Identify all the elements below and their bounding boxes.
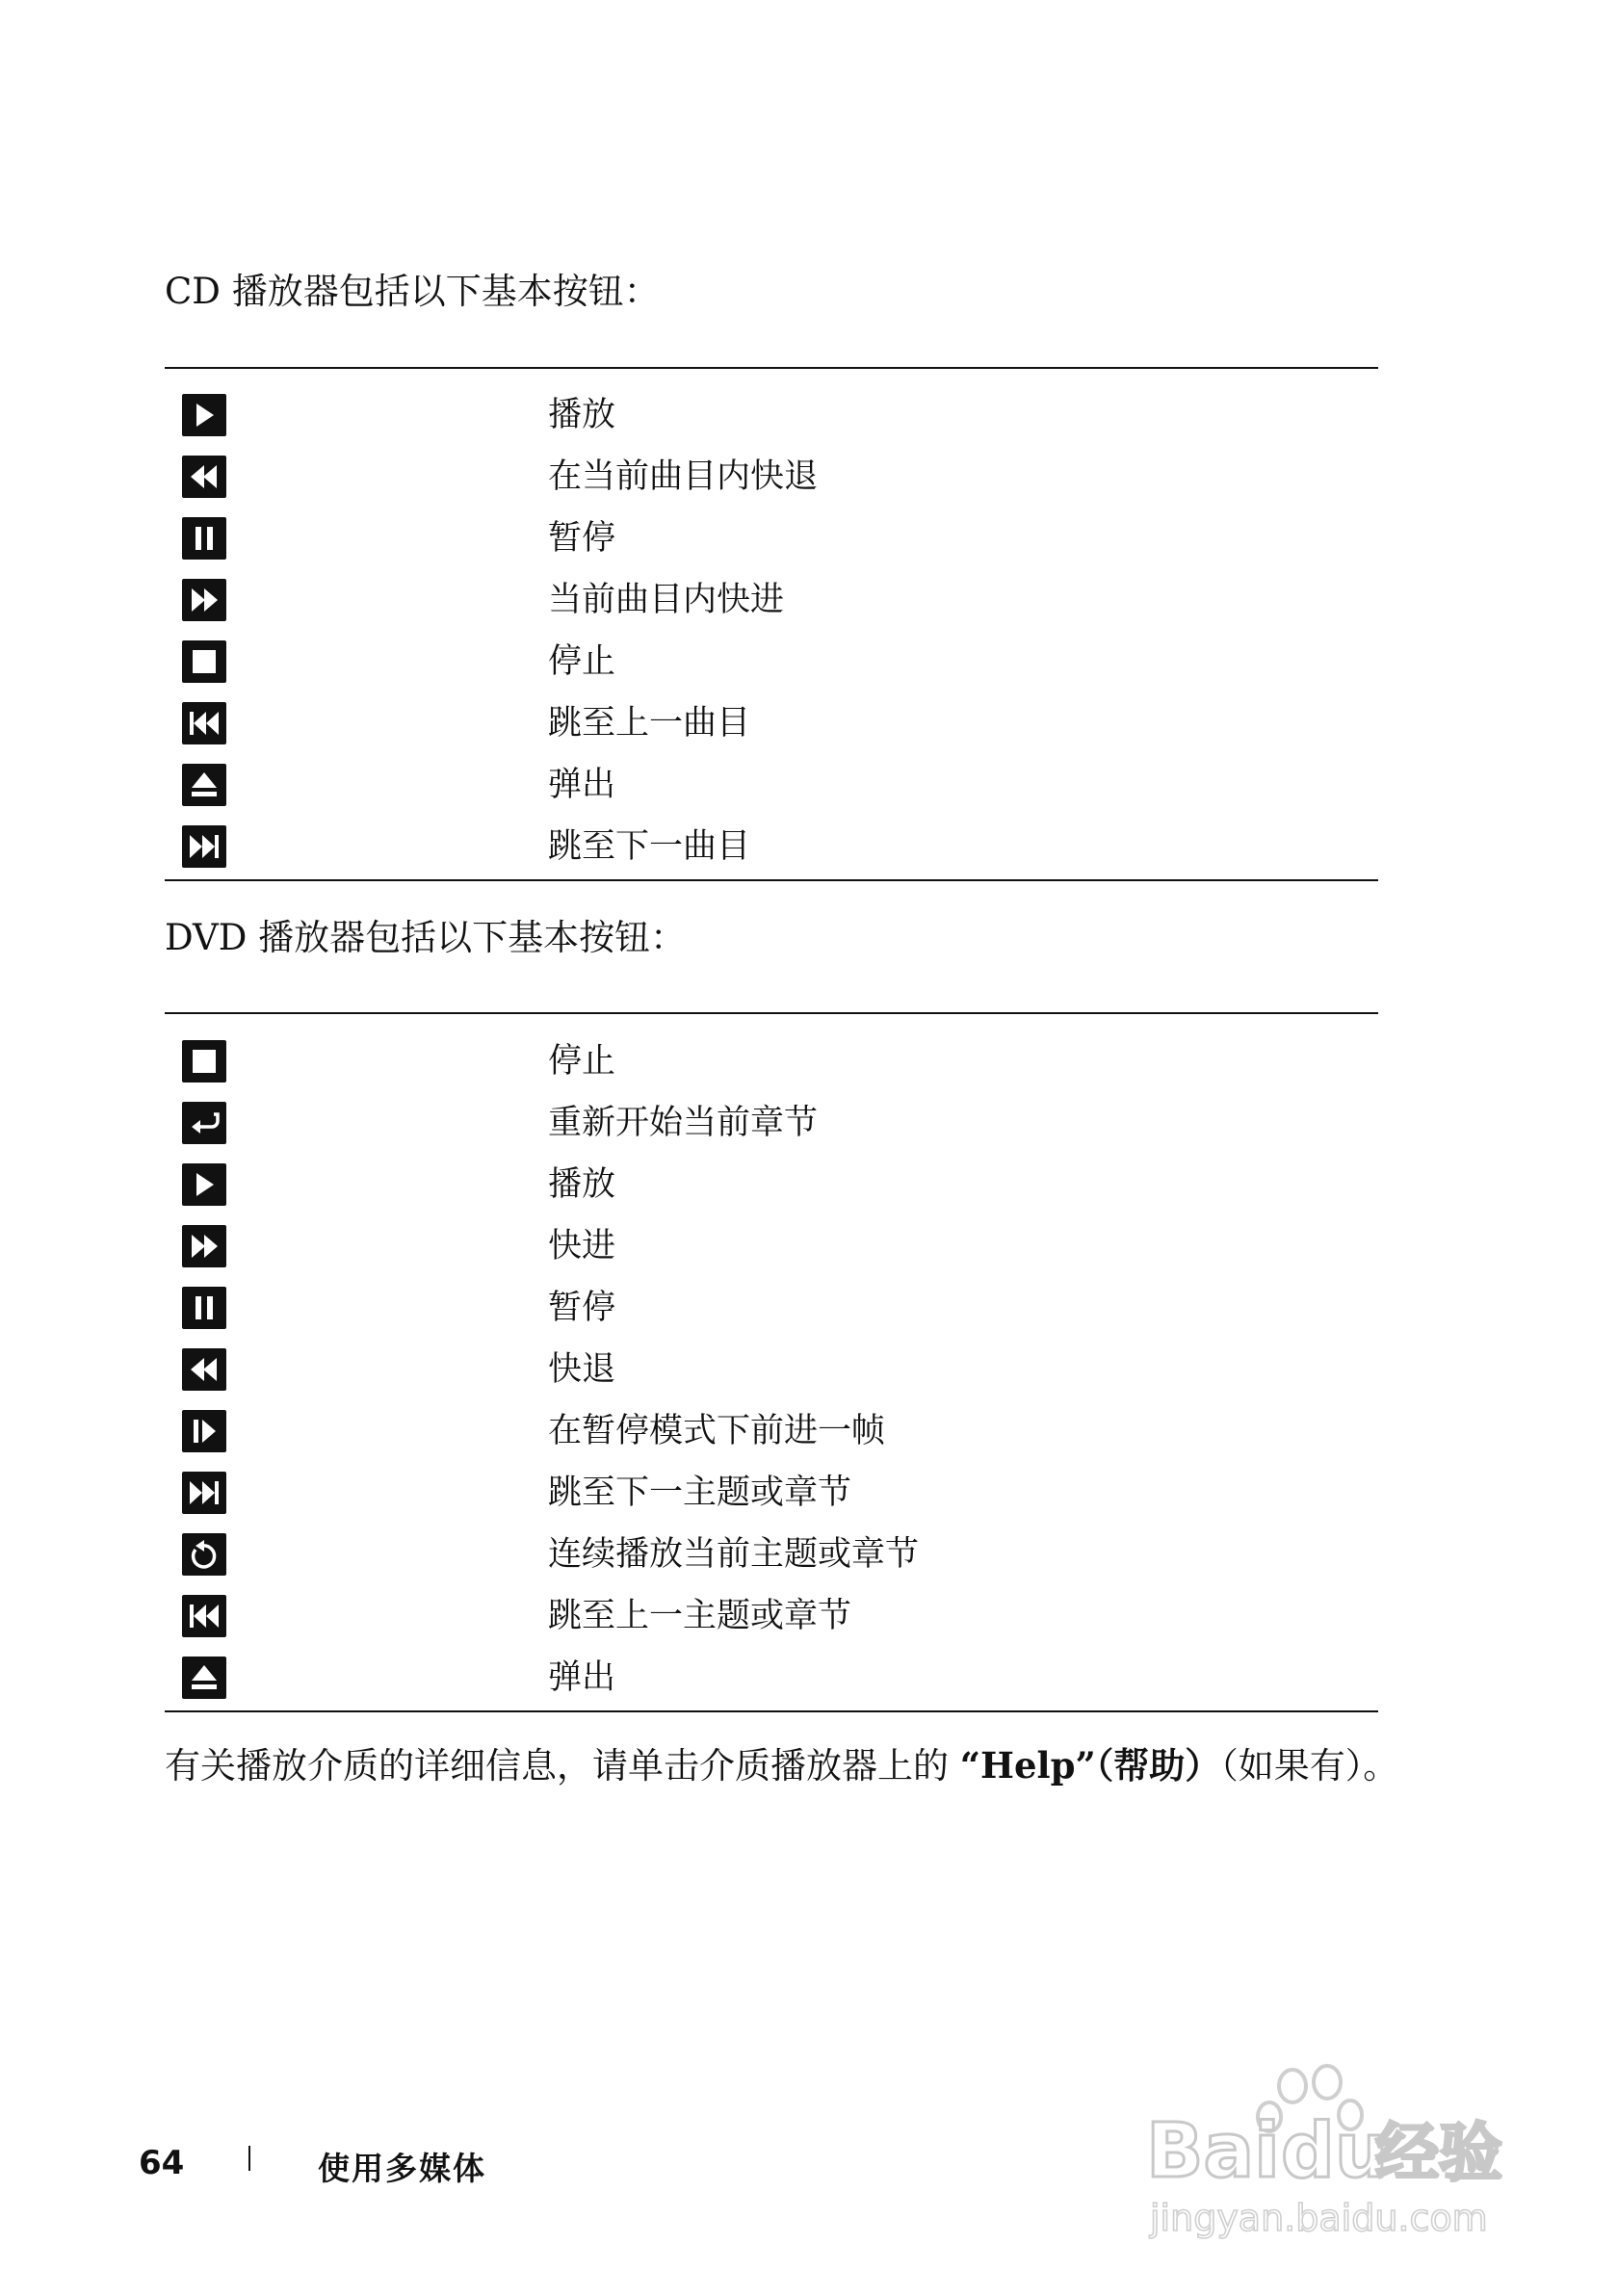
dvd-intro-text: DVD 播放器包括以下基本按钮： — [165, 917, 687, 958]
button-description: 跳至上一曲目 — [548, 704, 751, 743]
button-description: 当前曲目内快进 — [548, 581, 785, 619]
button-description: 跳至下一曲目 — [548, 827, 751, 866]
restart-chapter-icon — [182, 1102, 226, 1144]
help-menu-reference: “Help”（帮助） — [959, 1744, 1221, 1787]
button-description: 弹出 — [548, 766, 616, 804]
pause-icon — [182, 517, 226, 560]
previous-track-icon — [182, 702, 226, 744]
frame-advance-icon — [182, 1410, 226, 1452]
table-row — [165, 508, 1378, 569]
pause-icon — [182, 1287, 226, 1329]
rewind-icon — [182, 1348, 226, 1391]
table-row — [165, 1524, 1378, 1585]
help-note-paragraph — [165, 1741, 1407, 1790]
next-track-icon — [182, 1472, 226, 1514]
table-row — [165, 1154, 1378, 1215]
table-row — [165, 1277, 1378, 1339]
button-description: 暂停 — [548, 1289, 616, 1327]
baidu-jingyan-watermark — [1146, 2061, 1551, 2244]
next-track-icon — [182, 825, 226, 868]
button-description: 重新开始当前章节 — [548, 1104, 819, 1142]
button-description: 弹出 — [548, 1658, 616, 1697]
button-description: 播放 — [548, 396, 616, 434]
button-description: 停止 — [548, 1042, 616, 1081]
button-description: 停止 — [548, 642, 616, 681]
footer-divider — [248, 2146, 250, 2171]
table-row — [165, 631, 1378, 692]
play-icon — [182, 1163, 226, 1206]
table-row — [165, 1092, 1378, 1154]
table-row — [165, 446, 1378, 508]
table-row — [165, 754, 1378, 816]
repeat-icon — [182, 1533, 226, 1576]
page-number: 64 — [139, 2144, 185, 2182]
button-description: 在当前曲目内快退 — [548, 457, 819, 496]
button-description: 暂停 — [548, 519, 616, 558]
table-row — [165, 1400, 1378, 1462]
stop-icon — [182, 1040, 226, 1083]
eject-icon — [182, 1657, 226, 1699]
button-description: 快进 — [548, 1227, 616, 1265]
table-row — [165, 1647, 1378, 1709]
rewind-icon — [182, 456, 226, 498]
table-row — [165, 384, 1378, 446]
fast-forward-icon — [182, 579, 226, 621]
watermark-brand-cn: 经验 — [1375, 2116, 1502, 2190]
watermark-brand-du: du — [1281, 2108, 1389, 2195]
table-row — [165, 1031, 1378, 1092]
table-row — [165, 692, 1378, 754]
previous-track-icon — [182, 1595, 226, 1637]
table-row — [165, 569, 1378, 631]
section-title: 使用多媒体 — [318, 2150, 486, 2187]
watermark-url: jingyan.baidu.com — [1150, 2197, 1488, 2239]
dvd-button-table — [165, 1012, 1378, 1712]
button-description: 播放 — [548, 1165, 616, 1204]
button-description: 在暂停模式下前进一帧 — [548, 1412, 886, 1450]
help-note-text: 有关播放介质的详细信息，请单击介质播放器上的 — [165, 1745, 960, 1787]
button-description: 连续播放当前主题或章节 — [548, 1535, 920, 1574]
table-row — [165, 816, 1378, 877]
button-description: 跳至下一主题或章节 — [548, 1474, 852, 1512]
play-icon — [182, 394, 226, 436]
table-row — [165, 1462, 1378, 1524]
watermark-brand: Bai — [1146, 2108, 1280, 2195]
table-row — [165, 1339, 1378, 1400]
help-note-tail: （如果有）。 — [1220, 1745, 1399, 1787]
table-row — [165, 1215, 1378, 1277]
fast-forward-icon — [182, 1225, 226, 1267]
table-row — [165, 1585, 1378, 1647]
cd-intro-text: CD 播放器包括以下基本按钮： — [165, 271, 660, 312]
button-description: 跳至上一主题或章节 — [548, 1597, 852, 1635]
eject-icon — [182, 764, 226, 806]
button-description: 快退 — [548, 1350, 616, 1389]
stop-icon — [182, 640, 226, 683]
cd-button-table — [165, 367, 1378, 881]
